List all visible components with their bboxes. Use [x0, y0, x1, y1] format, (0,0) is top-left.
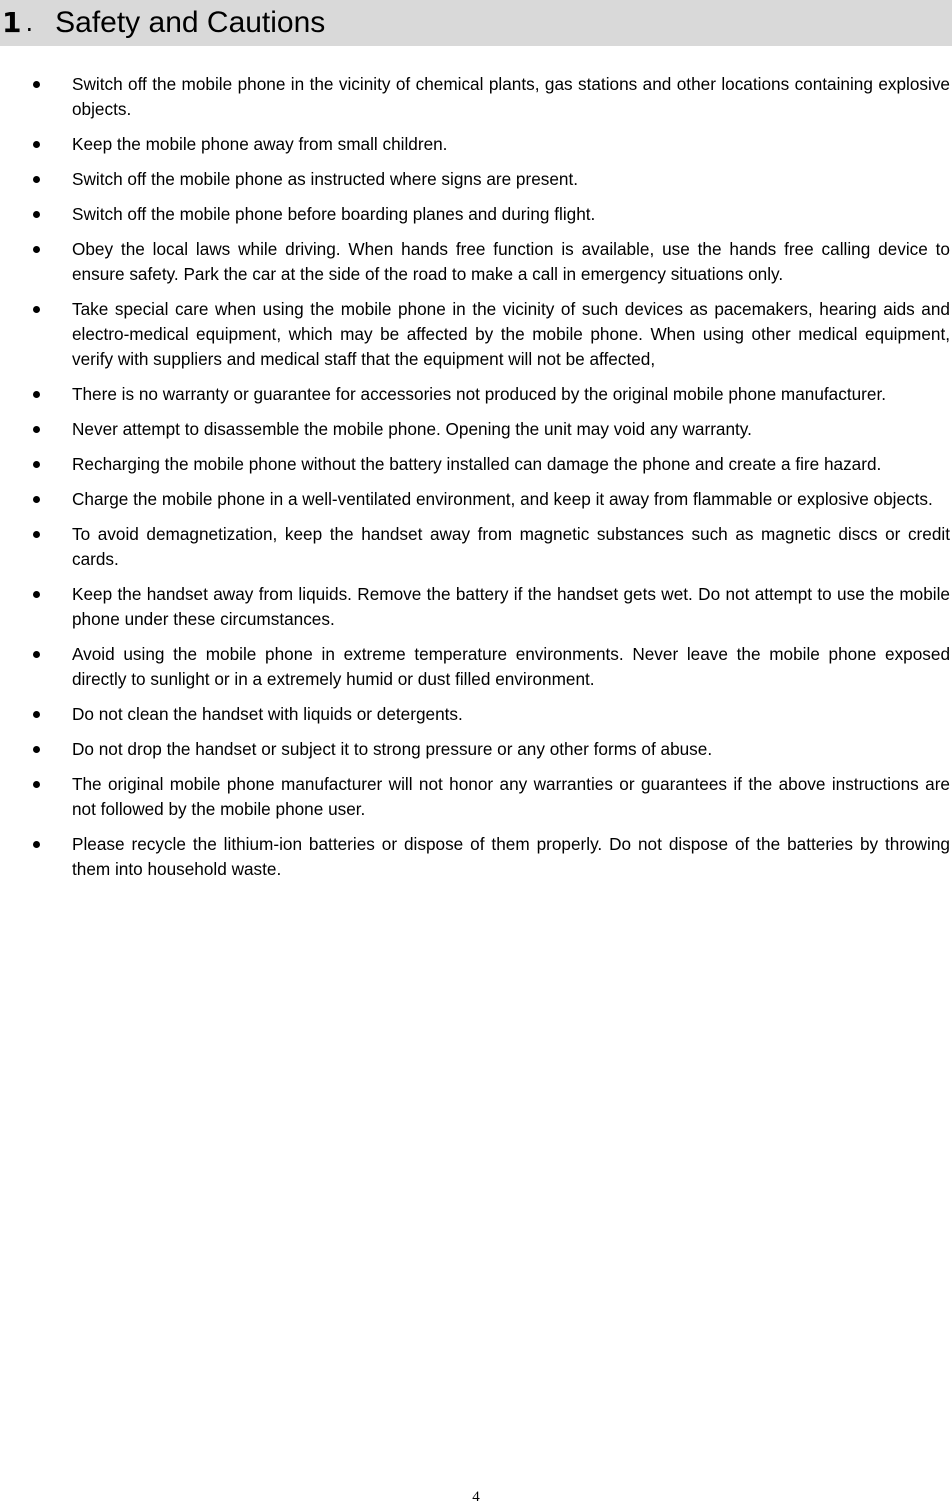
bullet-icon	[33, 81, 40, 88]
list-item-text: Switch off the mobile phone as instructed where signs are present.	[72, 169, 579, 189]
list-item-text: Please recycle the lithium-ion batteries or dispose of them properly. Do not dispose of the batteries by throwing them into household waste.	[72, 834, 950, 879]
list-item-text: Recharging the mobile phone without the battery installed can damage the phone and create a fire hazard.	[72, 454, 882, 474]
bullet-icon	[33, 461, 40, 468]
list-item	[0, 487, 952, 512]
bullet-icon	[33, 531, 40, 538]
section-heading	[0, 0, 952, 46]
section-number: 1	[2, 6, 22, 39]
bullet-icon	[33, 496, 40, 503]
list-item-text: Charge the mobile phone in a well-ventilated environment, and keep it away from flammable or explosive objects.	[72, 489, 933, 509]
page-number: 4	[472, 1489, 480, 1505]
list-item-text: To avoid demagnetization, keep the handset away from magnetic substances such as magnetic discs or credit cards.	[72, 524, 950, 569]
list-item-text: Do not clean the handset with liquids or detergents.	[72, 704, 463, 724]
safety-bullet-list	[0, 72, 952, 892]
bullet-icon	[33, 746, 40, 753]
list-item-text: Avoid using the mobile phone in extreme temperature environments. Never leave the mobile phone exposed directly to sunlight or in a extremely humid or dust filled environment.	[72, 644, 950, 689]
list-item	[0, 832, 952, 882]
list-item-text: Switch off the mobile phone in the vicinity of chemical plants, gas stations and other locations containing explosive objects.	[72, 74, 950, 119]
list-item-text: The original mobile phone manufacturer will not honor any warranties or guarantees if the above instructions are not followed by the mobile phone user.	[72, 774, 950, 819]
list-item	[0, 417, 952, 442]
list-item	[0, 72, 952, 122]
list-item-text: Keep the handset away from liquids. Remove the battery if the handset gets wet. Do not attempt to use the mobile phone under these circumstances.	[72, 584, 950, 629]
list-item	[0, 132, 952, 157]
bullet-icon	[33, 246, 40, 253]
bullet-icon	[33, 306, 40, 313]
bullet-icon	[33, 651, 40, 658]
list-item	[0, 642, 952, 692]
list-item	[0, 202, 952, 227]
list-item-text: Keep the mobile phone away from small children.	[72, 134, 448, 154]
bullet-icon	[33, 176, 40, 183]
list-item-text: Switch off the mobile phone before boarding planes and during flight.	[72, 204, 596, 224]
bullet-icon	[33, 781, 40, 788]
list-item	[0, 702, 952, 727]
list-item-text: Obey the local laws while driving. When hands free function is available, use the hands free calling device to ensure safety. Park the car at the side of the road to make a call in emergency situations only.	[72, 239, 950, 284]
list-item	[0, 582, 952, 632]
bullet-icon	[33, 591, 40, 598]
bullet-icon	[33, 391, 40, 398]
bullet-icon	[33, 141, 40, 148]
list-item-text: Never attempt to disassemble the mobile phone. Opening the unit may void any warranty.	[72, 419, 752, 439]
bullet-icon	[33, 426, 40, 433]
section-title: Safety and Cautions	[55, 6, 326, 39]
list-item	[0, 737, 952, 762]
list-item	[0, 522, 952, 572]
list-item-text: Do not drop the handset or subject it to strong pressure or any other forms of abuse.	[72, 739, 713, 759]
bullet-icon	[33, 841, 40, 848]
list-item-text: There is no warranty or guarantee for accessories not produced by the original mobile phone manufacturer.	[72, 384, 886, 404]
list-item	[0, 772, 952, 822]
list-item	[0, 382, 952, 407]
list-item	[0, 167, 952, 192]
list-item	[0, 297, 952, 372]
bullet-icon	[33, 711, 40, 718]
list-item	[0, 237, 952, 287]
bullet-icon	[33, 211, 40, 218]
list-item	[0, 452, 952, 477]
section-number-separator: .	[25, 9, 34, 37]
list-item-text: Take special care when using the mobile phone in the vicinity of such devices as pacemakers, hearing aids and electro-medical equipment, which may be affected by the mobile phone. When using other medical equipment, verify with suppliers and medical staff that the equipment will not be affected,	[72, 299, 950, 369]
